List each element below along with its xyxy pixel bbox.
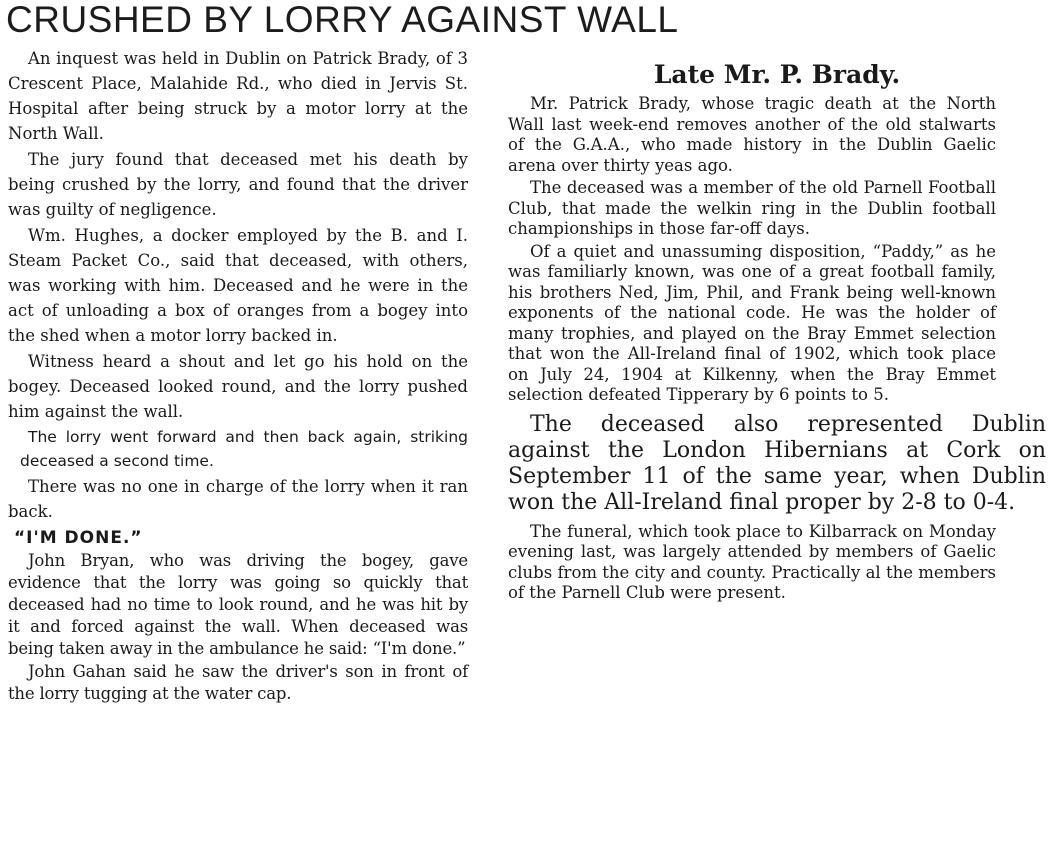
inquest-paragraph: John Gahan said he saw the driver's son in front of the lorry tugging at the water cap. [8, 662, 468, 703]
obituary-column [508, 58, 1046, 606]
inquest-paragraph: There was no one in charge of the lorry when it ran back. [8, 477, 468, 521]
inquest-subhead: “I'M DONE.” [14, 528, 143, 548]
obituary-paragraph-large: The deceased also represented Dublin against the London Hibernians at Cork on September 11 of the same year, when Dublin won the All-Ireland final proper by 2-8 to 0-4. [508, 411, 1046, 515]
obituary-paragraph: The deceased was a member of the old Parnell Football Club, that made the welkin ring in the Dublin football championships in those far-off days. [508, 178, 996, 238]
inquest-paragraph: An inquest was held in Dublin on Patrick Brady, of 3 Crescent Place, Malahide Rd., who died in Jervis St. Hospital after being struck by a motor lorry at the North Wall. [8, 49, 468, 143]
inquest-column [8, 46, 468, 706]
obituary-paragraph: Of a quiet and unassuming disposition, “Paddy,” as he was familiarly known, was one of a great football family, his brothers Ned, Jim, Phil, and Frank being well-known exponents of the national code. He was the holder of many trophies, and played on the Bray Emmet selection that won the All-Ireland final of 1902, which took place on July 24, 1904 at Kilkenny, when the Bray Emmet selection defeated Tipperary by 6 points to 5. [508, 241, 996, 404]
inquest-paragraph: Wm. Hughes, a docker employed by the B. and I. Steam Packet Co., said that deceased, with others, was working with him. Deceased and he were in the act of unloading a box of oranges from a bogey into the shed when a motor lorry backed in. [8, 226, 468, 345]
obituary-paragraph: Mr. Patrick Brady, whose tragic death at the North Wall last week-end removes another of the old stalwarts of the G.A.A., who made history in the Dublin Gaelic arena over thirty yeas ago. [508, 94, 996, 175]
inquest-paragraph: John Bryan, who was driving the bogey, gave evidence that the lorry was going so quickly that deceased had no time to look round, and he was hit by it and forced against the wall. When deceased was being taken away in the ambulance he said: “I'm done.” [8, 551, 468, 658]
inquest-paragraph: Witness heard a shout and let go his hold on the bogey. Deceased looked round, and the lorry pushed him against the wall. [8, 352, 468, 421]
article-headline: CRUSHED BY LORRY AGAINST WALL [6, 0, 679, 40]
inquest-paragraph-narrow: The lorry went forward and then back again, striking deceased a second time. [20, 428, 468, 470]
inquest-paragraph: The jury found that deceased met his death by being crushed by the lorry, and found that the driver was guilty of negligence. [8, 150, 468, 219]
obituary-subhead: Late Mr. P. Brady. [653, 60, 901, 89]
obituary-paragraph: The funeral, which took place to Kilbarrack on Monday evening last, was largely attended by members of Gaelic clubs from the city and county. Practically al the members of the Parnell Club were present. [508, 521, 996, 602]
